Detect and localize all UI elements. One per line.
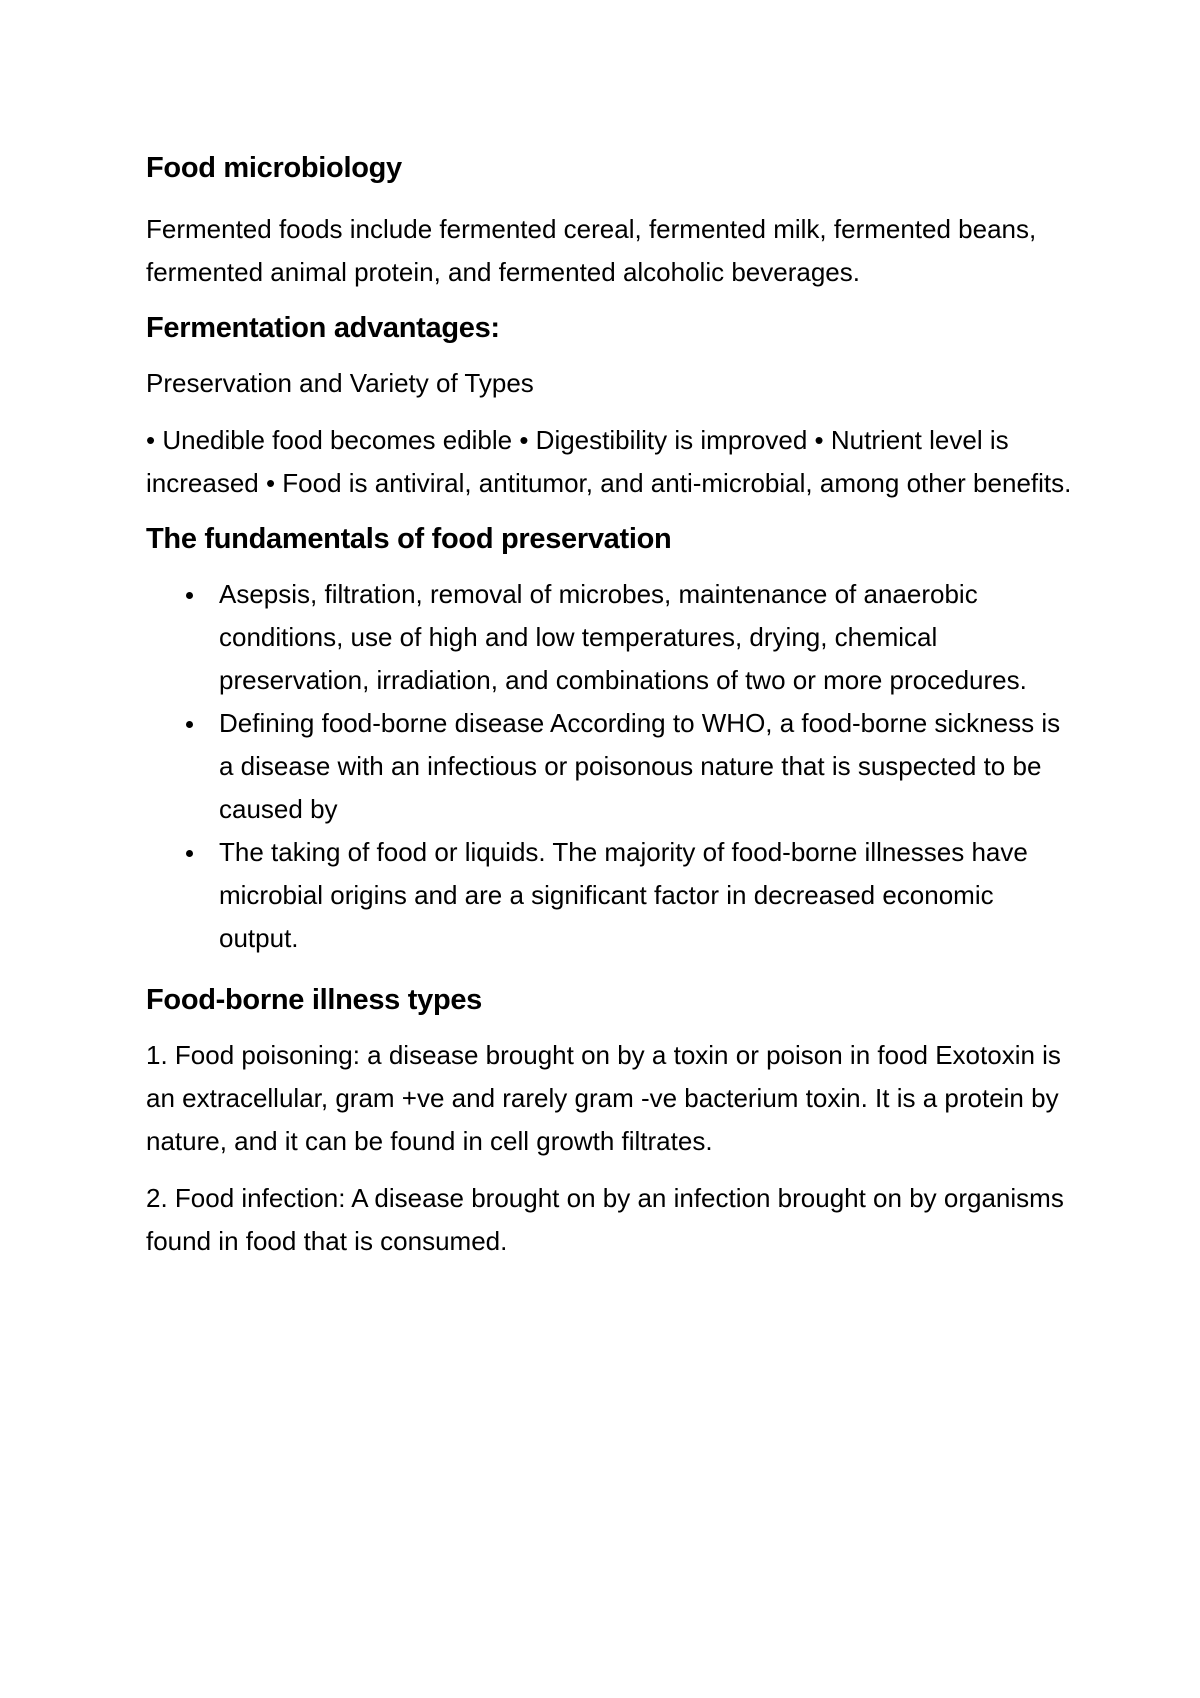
preservation-heading: The fundamentals of food preservation bbox=[146, 523, 672, 555]
document-page bbox=[146, 148, 1076, 1277]
bullet-icon bbox=[186, 592, 193, 599]
list-item bbox=[146, 831, 1076, 960]
list-item-text: Asepsis, filtration, removal of microbes, maintenance of anaerobic conditions, use of high and low temperatures, drying, chemical preservation, irradiation, and combinations of two or more procedures. bbox=[219, 579, 1027, 695]
list-item-text: The taking of food or liquids. The majority of food-borne illnesses have microbial origins and are a significant factor in decreased economic output. bbox=[219, 837, 1028, 953]
document-title: Food microbiology bbox=[146, 152, 402, 184]
list-item-text: Defining food-borne disease According to WHO, a food-borne sickness is a disease with an infectious or poisonous nature that is suspected to be caused by bbox=[219, 708, 1061, 824]
advantages-points: • Unedible food becomes edible • Digestibility is improved • Nutrient level is increased • Food is antiviral, antitumor, and anti-microbial, among other benefits. bbox=[146, 425, 1072, 498]
list-item bbox=[146, 573, 1076, 702]
intro-paragraph: Fermented foods include fermented cereal, fermented milk, fermented beans, fermented animal protein, and fermented alcoholic beverages. bbox=[146, 214, 1037, 287]
list-item bbox=[146, 702, 1076, 831]
bullet-icon bbox=[186, 721, 193, 728]
bullet-icon bbox=[186, 850, 193, 857]
advantages-heading: Fermentation advantages: bbox=[146, 312, 500, 344]
preservation-list bbox=[146, 573, 1076, 960]
illness-type-paragraph: 1. Food poisoning: a disease brought on by a toxin or poison in food Exotoxin is an extracellular, gram +ve and rarely gram -ve bacterium toxin. It is a protein by nature, and it can be found in cell growth filtrates. bbox=[146, 1040, 1061, 1156]
advantages-subtitle: Preservation and Variety of Types bbox=[146, 368, 534, 398]
illness-heading: Food-borne illness types bbox=[146, 984, 483, 1016]
illness-type-paragraph: 2. Food infection: A disease brought on by an infection brought on by organisms found in food that is consumed. bbox=[146, 1183, 1064, 1256]
